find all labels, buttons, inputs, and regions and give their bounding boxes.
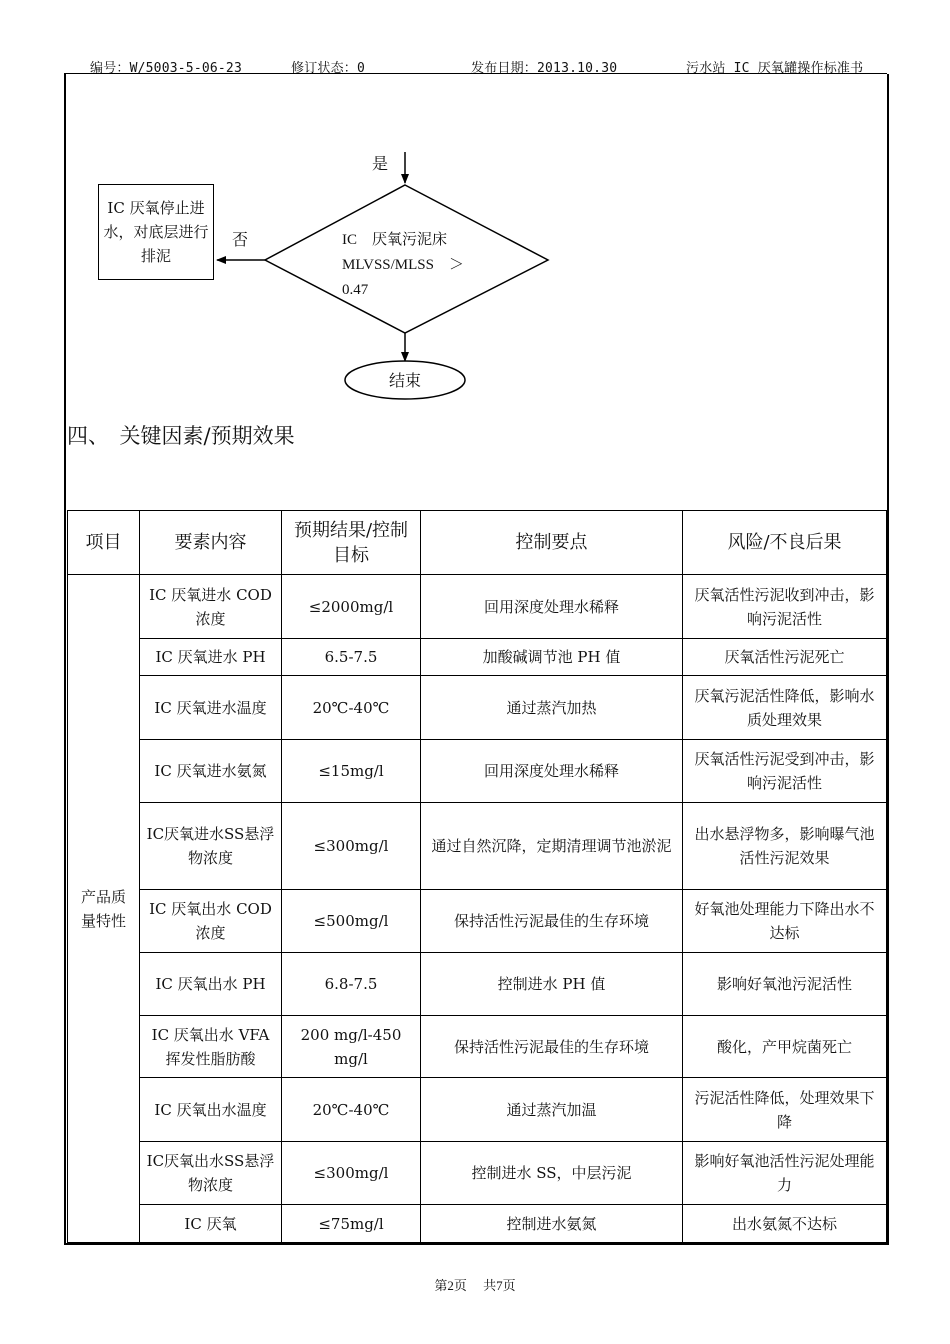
release-date: 发布日期：2013.10.30: [471, 61, 618, 76]
revision-status: 修订状态：0: [291, 61, 366, 76]
header-control: 控制要点: [421, 511, 683, 575]
risk-cell: 厌氧活性污泥受到冲击，影响污泥活性: [683, 740, 887, 803]
control-cell: 通过蒸汽加温: [421, 1078, 683, 1142]
risk-cell: 厌氧污泥活性降低，影响水质处理效果: [683, 676, 887, 740]
document-title: 污水站 IC 厌氧罐操作标准书: [686, 61, 864, 76]
table-row: [68, 575, 887, 639]
risk-cell: 酸化，产甲烷菌死亡: [683, 1016, 887, 1078]
header-item: 项目: [68, 511, 140, 575]
yes-label: 是: [372, 154, 389, 173]
table-row: [68, 1205, 887, 1243]
control-cell: 回用深度处理水稀释: [421, 575, 683, 639]
risk-cell: 影响好氧池污泥活性: [683, 953, 887, 1016]
table-row: [68, 740, 887, 803]
decision-text: [342, 228, 482, 303]
section-title: 四、 关键因素/预期效果: [67, 424, 295, 448]
header-target: 预期结果/控制目标: [282, 511, 421, 575]
table-row: [68, 1142, 887, 1205]
page-number: 第2页 共7页: [434, 1278, 516, 1293]
risk-cell: 污泥活性降低，处理效果下降: [683, 1078, 887, 1142]
no-label: 否: [232, 230, 249, 249]
category-cell: 产品质量特性: [68, 575, 140, 1243]
end-label: 结束: [388, 371, 421, 390]
control-cell: 保持活性污泥最佳的生存环境: [421, 890, 683, 953]
action-box-text: IC 厌氧停止进水，对底层进行排泥: [103, 199, 209, 265]
control-cell: 回用深度处理水稀释: [421, 740, 683, 803]
target-cell: ≤75mg/l: [282, 1205, 421, 1243]
factor-cell: IC 厌氧: [140, 1205, 282, 1243]
factor-cell: IC 厌氧出水温度: [140, 1078, 282, 1142]
target-cell: 20℃-40℃: [282, 676, 421, 740]
target-cell: ≤300mg/l: [282, 803, 421, 890]
factor-cell: IC厌氧进水SS悬浮物浓度: [140, 803, 282, 890]
control-cell: 通过自然沉降，定期清理调节池淤泥: [421, 803, 683, 890]
factor-cell: IC 厌氧进水 COD 浓度: [140, 575, 282, 639]
header-factor: 要素内容: [140, 511, 282, 575]
target-cell: 20℃-40℃: [282, 1078, 421, 1142]
factor-cell: IC厌氧出水SS悬浮物浓度: [140, 1142, 282, 1205]
table-row: [68, 1078, 887, 1142]
control-cell: 控制进水氨氮: [421, 1205, 683, 1243]
table-row: [68, 803, 887, 890]
risk-cell: 厌氧活性污泥死亡: [683, 639, 887, 676]
key-factors-table: [67, 510, 887, 1243]
factor-cell: IC 厌氧出水 VFA 挥发性脂肪酸: [140, 1016, 282, 1078]
factor-cell: IC 厌氧进水氨氮: [140, 740, 282, 803]
decision-line-1: IC 厌氧污泥床: [342, 232, 448, 248]
target-cell: ≤2000mg/l: [282, 575, 421, 639]
target-cell: 200 mg/l-450 mg/l: [282, 1016, 421, 1078]
target-cell: ≤300mg/l: [282, 1142, 421, 1205]
control-cell: 保持活性污泥最佳的生存环境: [421, 1016, 683, 1078]
decision-line-2: MLVSS/MLSS ＞: [342, 257, 464, 273]
factor-cell: IC 厌氧进水温度: [140, 676, 282, 740]
action-box: [98, 184, 214, 280]
factor-cell: IC 厌氧出水 COD 浓度: [140, 890, 282, 953]
decision-line-3: 0.47: [342, 282, 369, 298]
document-number: 编号：W/5003-5-06-23: [90, 61, 242, 76]
risk-cell: 好氧池处理能力下降出水不达标: [683, 890, 887, 953]
risk-cell: 影响好氧池活性污泥处理能力: [683, 1142, 887, 1205]
target-cell: 6.8-7.5: [282, 953, 421, 1016]
table-row: [68, 890, 887, 953]
control-cell: 控制进水 SS，中层污泥: [421, 1142, 683, 1205]
table-row: [68, 676, 887, 740]
risk-cell: 出水氨氮不达标: [683, 1205, 887, 1243]
factor-cell: IC 厌氧进水 PH: [140, 639, 282, 676]
risk-cell: 厌氧活性污泥收到冲击，影响污泥活性: [683, 575, 887, 639]
control-cell: 加酸碱调节池 PH 值: [421, 639, 683, 676]
control-cell: 控制进水 PH 值: [421, 953, 683, 1016]
target-cell: 6.5-7.5: [282, 639, 421, 676]
table-row: [68, 639, 887, 676]
control-cell: 通过蒸汽加热: [421, 676, 683, 740]
header-risk: 风险/不良后果: [683, 511, 887, 575]
target-cell: ≤15mg/l: [282, 740, 421, 803]
table-row: [68, 1016, 887, 1078]
target-cell: ≤500mg/l: [282, 890, 421, 953]
factor-cell: IC 厌氧出水 PH: [140, 953, 282, 1016]
table-header-row: [68, 511, 887, 575]
risk-cell: 出水悬浮物多，影响曝气池活性污泥效果: [683, 803, 887, 890]
table-row: [68, 953, 887, 1016]
